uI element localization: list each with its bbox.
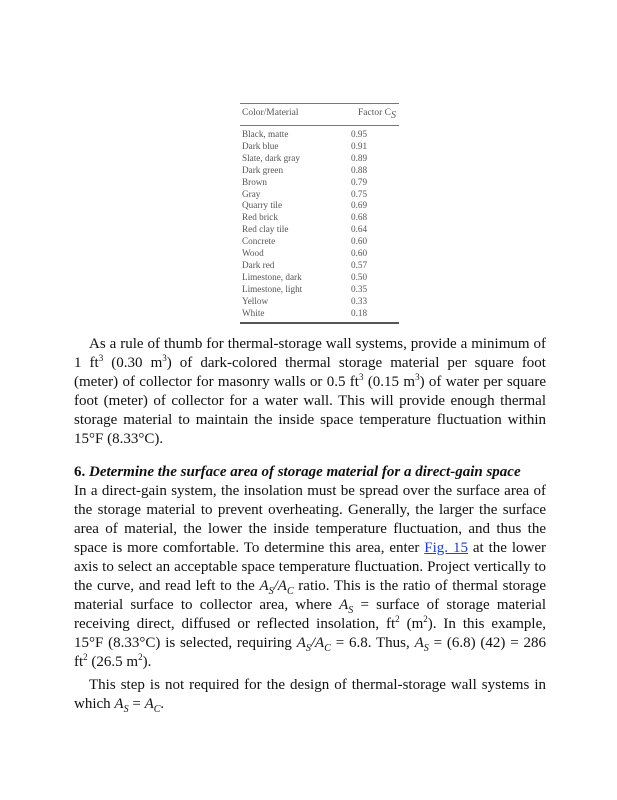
material-cell: Red clay tile <box>242 224 289 235</box>
factor-cell: 0.79 <box>351 176 368 187</box>
factor-cell: 0.50 <box>351 271 368 282</box>
factor-cell: 0.64 <box>351 224 368 235</box>
table-row <box>240 236 399 248</box>
paragraph-not-required: This step is not required for the design of thermal-storage wall systems in which $A_S = A_C$. <box>74 677 546 715</box>
heading-text: Determine the surface area of storage material for a direct-gain space <box>89 464 521 480</box>
header-material: Color/Material <box>242 108 299 118</box>
table-bottom-rule <box>240 322 399 324</box>
material-cell: Limestone, dark <box>242 271 302 282</box>
factor-cell: 0.18 <box>351 307 368 318</box>
table-row <box>240 224 399 236</box>
factor-cell: 0.91 <box>351 140 368 151</box>
header-factor-subscript: S <box>391 109 396 121</box>
factor-cell: 0.88 <box>351 164 368 175</box>
material-cell: Dark green <box>242 164 284 175</box>
material-cell: Slate, dark gray <box>242 152 300 163</box>
material-cell: Dark blue <box>242 140 279 151</box>
factor-cell: 0.89 <box>351 152 368 163</box>
header-factor-label: Factor C <box>358 108 391 118</box>
table-row <box>240 260 399 272</box>
table-row <box>240 200 399 212</box>
table-row <box>240 212 399 224</box>
table-row <box>240 189 399 201</box>
table-row <box>240 284 399 296</box>
factor-cell: 0.33 <box>351 295 368 306</box>
factor-cell: 0.60 <box>351 248 368 259</box>
section-heading <box>74 463 521 482</box>
table-row <box>240 129 399 141</box>
material-cell: Brown <box>242 176 268 187</box>
material-cell: Dark red <box>242 259 275 270</box>
factor-cell: 0.69 <box>351 200 368 211</box>
factor-cell: 0.60 <box>351 236 368 247</box>
table-header-rule <box>240 125 399 126</box>
factor-cell: 0.57 <box>351 259 368 270</box>
factor-cell: 0.75 <box>351 188 368 199</box>
fig-15-link[interactable]: Fig. 15 <box>424 540 468 556</box>
material-cell: Yellow <box>242 295 269 306</box>
material-cell: Limestone, light <box>242 283 303 294</box>
material-cell: Red brick <box>242 212 278 223</box>
table-row <box>240 177 399 189</box>
material-cell: Wood <box>242 248 264 259</box>
material-cell: Concrete <box>242 236 276 247</box>
factor-cell: 0.95 <box>351 129 368 139</box>
table-row <box>240 153 399 165</box>
material-cell: White <box>242 307 265 318</box>
factor-cell: 0.35 <box>351 283 368 294</box>
table-row <box>240 272 399 284</box>
paragraph-direct-gain: In a direct-gain system, the insolation must be spread over the surface area of the storage material to prevent overheating. Generally, the larger the surface area of material, the lower the inside temperature fluctuation, and thus the space is more comfortable. To determine this area, enter Fig. 15 at the lower axis to select an acceptable space temperature fluctuation. Project vertically to the curve, and read left to the $A_S/A_C$ ratio. This is the ratio of thermal storage material surface to collector area, where $A_S$ = surface of storage material receiving direct, diffused or reflected insolation, $ft^2$ $(m^2)$. In this example, 15°F (8.33°C) is selected, requiring $A_S/A_C = 6.8$. Thus, $A_S = (6.8) (42) = 286$ $ft^2$ (26.5 $m^2$). <box>74 483 546 670</box>
table-row <box>240 308 399 320</box>
factor-table-body <box>240 129 399 320</box>
table-row <box>240 248 399 260</box>
color-factor-table <box>240 103 399 324</box>
table-row <box>240 296 399 308</box>
factor-cell: 0.68 <box>351 212 368 223</box>
material-cell: Black, matte <box>242 129 289 139</box>
heading-number: 6. <box>74 464 86 480</box>
table-header <box>240 104 399 122</box>
table-row <box>240 165 399 177</box>
paragraph-thermal-storage-rule: As a rule of thumb for thermal-storage wall systems, provide a minimum of 1 $ft^3$ (0.30 $m^3$) of dark-colored thermal storage material per square foot (meter) of collector for masonry walls or 0.5 $ft^3$ (0.15 $m^3$) of water per square foot (meter) of collector for a water wall. This will provide enough thermal storage material to maintain the inside space temperature fluctuation within 15°F (8.33°C). <box>74 336 546 447</box>
header-factor <box>358 108 397 122</box>
material-cell: Quarry tile <box>242 200 283 211</box>
table-row <box>240 141 399 153</box>
material-cell: Gray <box>242 188 261 199</box>
